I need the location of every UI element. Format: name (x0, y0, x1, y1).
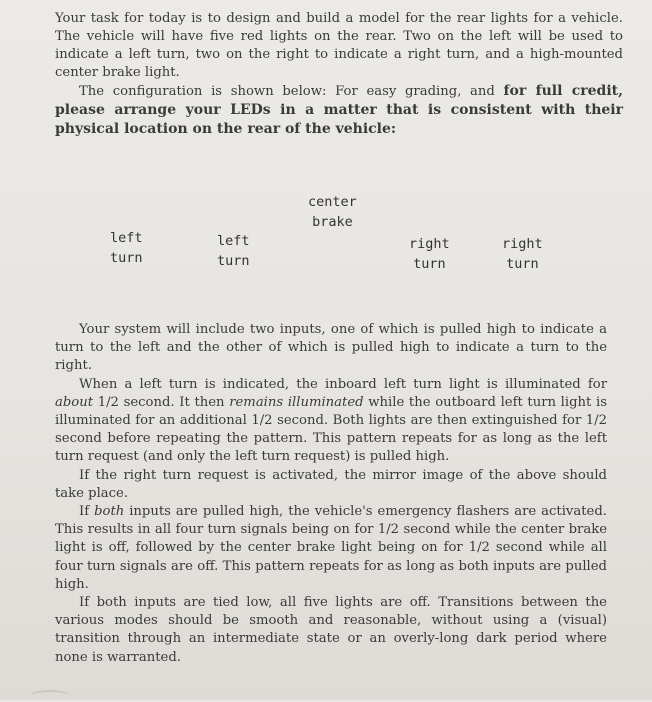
inputs-paragraph: Your system will include two inputs, one of which is pulled high to indicate a turn to the left and the other of which is pulled high to indicate a turn to the right. (55, 322, 607, 374)
right-turn-outboard-line-1: right (502, 236, 543, 252)
rules-section (55, 321, 607, 667)
intro-paragraph: Your task for today is to design and build a model for the rear lights for a vehicle. The vehicle will have five red lights on the rear. Two on the left will be used to indicate a left turn, two on the right to indicate a right turn, and a high-mounted center brake light. (55, 11, 623, 80)
left-turn-text-c: while the outboard left turn light is illuminated for an additional 1/2 second. Both lights are then extinguished for 1/2 second before repeating the pattern. This pattern repeats for as long as the left turn request (and only the left turn request) is pulled high. (55, 394, 607, 465)
left-turn-outboard-line-2: turn (110, 250, 143, 266)
center-brake-line-1: center (308, 194, 357, 210)
page-curl-mark (30, 690, 70, 702)
emergency-paragraph (55, 503, 607, 594)
center-brake-label (308, 192, 357, 232)
left-turn-emphasis-remains: remains illuminated (229, 394, 364, 410)
right-turn-inboard-line-1: right (409, 236, 450, 252)
left-turn-outboard-line-1: left (110, 230, 143, 246)
left-turn-emphasis-about: about (55, 394, 94, 410)
config-paragraph (55, 82, 623, 139)
right-turn-outboard-label (502, 234, 543, 274)
left-turn-text-a: When a left turn is indicated, the inboard left turn light is illuminated for (79, 376, 607, 392)
emergency-text-b: inputs are pulled high, the vehicle's emergency flashers are activated. This results in all four turn signals being on for 1/2 second while the center brake light is off, followed by the center brake light being on for 1/2 second while all four turn signals are off. This pattern repeats for as long as both inputs are pulled high. (55, 504, 607, 592)
left-turn-inboard-line-1: left (217, 233, 250, 249)
off-state-paragraph: If both inputs are tied low, all five lights are off. Transitions between the various modes should be smooth and reasonable, without using a (visual) transition through an intermediate state or an overly-long dark period where none is warranted. (55, 595, 607, 665)
right-turn-inboard-line-2: turn (413, 256, 446, 272)
left-turn-paragraph (55, 376, 607, 467)
center-brake-line-2: brake (312, 214, 353, 230)
emergency-text-a: If (79, 504, 95, 520)
right-turn-outboard-line-2: turn (506, 256, 539, 272)
right-turn-paragraph: If the right turn request is activated, the mirror image of the above should take place. (55, 467, 607, 501)
intro-section (55, 10, 623, 139)
left-turn-outboard-label (110, 228, 143, 268)
left-turn-inboard-label (217, 231, 250, 271)
right-turn-inboard-label (409, 234, 450, 274)
config-text: The configuration is shown below: For easy grading, and (79, 84, 504, 99)
left-turn-text-b: 1/2 second. It then (93, 394, 230, 410)
emergency-emphasis-both: both (94, 504, 125, 520)
left-turn-inboard-line-2: turn (217, 253, 250, 269)
config-bold-text: for full credit, please arrange your LEDs in a matter that is consistent with their physical location on the rear of the vehicle: (55, 83, 624, 137)
